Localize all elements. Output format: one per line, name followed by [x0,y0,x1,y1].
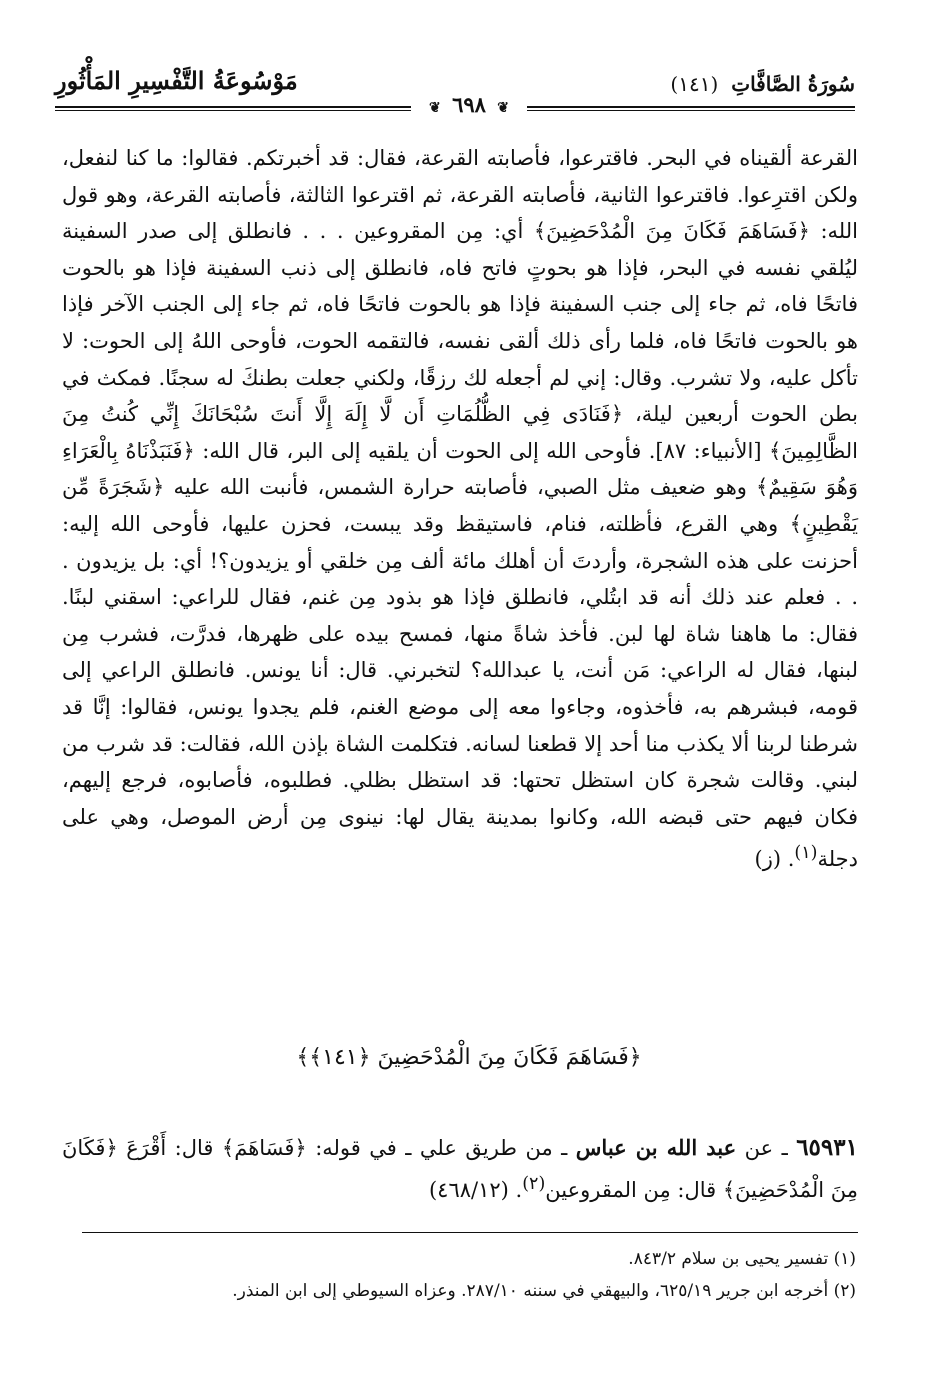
page-number [411,92,527,117]
footnote-1: (١) تفسير يحيى بن سلام ٨٤٣/٢. [628,1249,856,1269]
footnote-2: (٢) أخرجه ابن جرير ٦٢٥/١٩، والبيهقي في سننه ٢٨٧/١٠. وعزاه السيوطي إلى ابن المنذر. [232,1281,856,1301]
hadith-entry [62,1130,858,1208]
main-paragraph-text: القرعة ألقيناه في البحر. فاقترعوا، فأصابته القرعة، فقال: قد أخبرتكم. فقالوا: ما كنا لنفعل، ولكن اقترِعوا. فاقترعوا الثانية، فأصابته القرعة، ثم اقترعوا الثالثة، فأصابته القرعة، وهو قول الله: ﴿فَسَاهَمَ فَكَانَ مِنَ الْمُدْحَضِينَ﴾ أي: مِن المقروعين . . . فانطلق إلى صدر السفينة ليُلقي نفسه في البحر، فإذا هو بحوتٍ فاتح فاه، فانطلق إلى ذنب السفينة فإذا هو بالحوت فاتحًا فاه، ثم جاء إلى جنب السفينة فإذا هو بالحوت فاتحًا فاه، ثم جاء إلى الجنب الآخر فإذا هو بالحوت فاتحًا فاه، فلما رأى ذلك ألقى نفسه، فالتقمه الحوت، فأوحى اللهُ إلى الحوت: لا تأكل عليه، ولا تشرب. وقال: إني لم أجعله لك رزقًا، ولكني جعلت بطنكَ له سجنًا. فمكث في بطن الحوت أربعين ليلة، ﴿فَنَادَى فِي الظُّلُمَاتِ أَن لَّا إِلَهَ إِلَّا أَنتَ سُبْحَانَكَ إِنِّي كُنتُ مِنَ الظَّالِمِينَ﴾ [الأنبياء: ٨٧]. فأوحى الله إلى الحوت أن يلقيه إلى البر، قال الله: ﴿فَنَبَذْنَاهُ بِالْعَرَاءِ وَهُوَ سَقِيمٌ﴾ وهو ضعيف مثل الصبي، فأصابته حرارة الشمس، فأنبت الله عليه ﴿شَجَرَةً مِّن يَقْطِينٍ﴾ وهي القرع، فأظلته، فنام، فاستيقظ وقد يبست، فحزن عليها، فأوحى الله إليه: أحزنت على هذه الشجرة، وأردتَ أن أهلك مائة ألف مِن خلقي أو يزيدون؟! أي: بل يزيدون . . . فعلم عند ذلك أنه قد ابتُلي، فانطلق فإذا هو بذود مِن غنم، فقال للراعي: اسقني لبنًا. فقال: ما هاهنا شاة لها لبن. فأخذ شاةً منها، فمسح بيده على ظهرها، فدرَّت، فشرب مِن لبنها، فقال له الراعي: مَن أنت، يا عبدالله؟ لتخبرني. قال: أنا يونس. فانطلق الراعي إلى قومه، فبشرهم به، فأخذوه، وجاءوا معه إلى موضع الغنم، فلم يجدوا يونس، فقالوا: إنَّا قد شرطنا لربنا ألا يكذب منا أحد إلا قطعنا لسانه. فتكلمت الشاة بإذن الله، فقالت: قد شرب من لبني. وقالت شجرة كان استظل تحتها: قد استظل بظلي. فطلبوه، فأصابوه، فرجع إليهم، فكان فيهم حتى قبضه الله، وكانوا بمدينة يقال لها: نينوى مِن أرض الموصل، وهي على دجلة [62,146,858,872]
hadith-text: ـ من طريق علي ـ في قوله: ﴿فَسَاهَمَ﴾ قال: أَقْرَعَ ﴿فَكَانَ مِنَ الْمُدْحَضِينَ﴾ قال: مِن المقروعين [62,1136,858,1202]
footnote-ref-2[interactable]: (٢) [522,1174,546,1194]
book-title: مَوْسُوعَةُ التَّفْسِيرِ المَأْثُورِ [55,66,298,95]
footnote-rule [82,1232,858,1233]
source-tag: . (ز) [754,847,795,872]
footnotes [80,1243,856,1307]
surah-name: سُورَةُ الصَّافَّاتِ [731,72,855,96]
page-number-text: ٦٩٨ [452,92,486,117]
ornament-icon: ❦ [429,100,441,116]
hadith-prefix: ـ عن [736,1136,797,1160]
hadith-number: ٦٥٩٣١ [796,1134,858,1161]
page-number-wrap [0,92,938,117]
verse-heading: ﴿فَسَاهَمَ فَكَانَ مِنَ الْمُدْحَضِينَ ﴿١٤١﴾﴾ [296,1045,642,1070]
main-paragraph [62,140,858,878]
footnote-ref-1[interactable]: (١) [794,843,818,864]
main-text [62,140,858,878]
hadith-reference: . (٤٦٨/١٢) [428,1178,523,1202]
hadith-narrator: عبد الله بن عباس [575,1135,737,1160]
ornament-icon: ❦ [497,100,509,116]
surah-number: (١٤١) [670,72,719,96]
